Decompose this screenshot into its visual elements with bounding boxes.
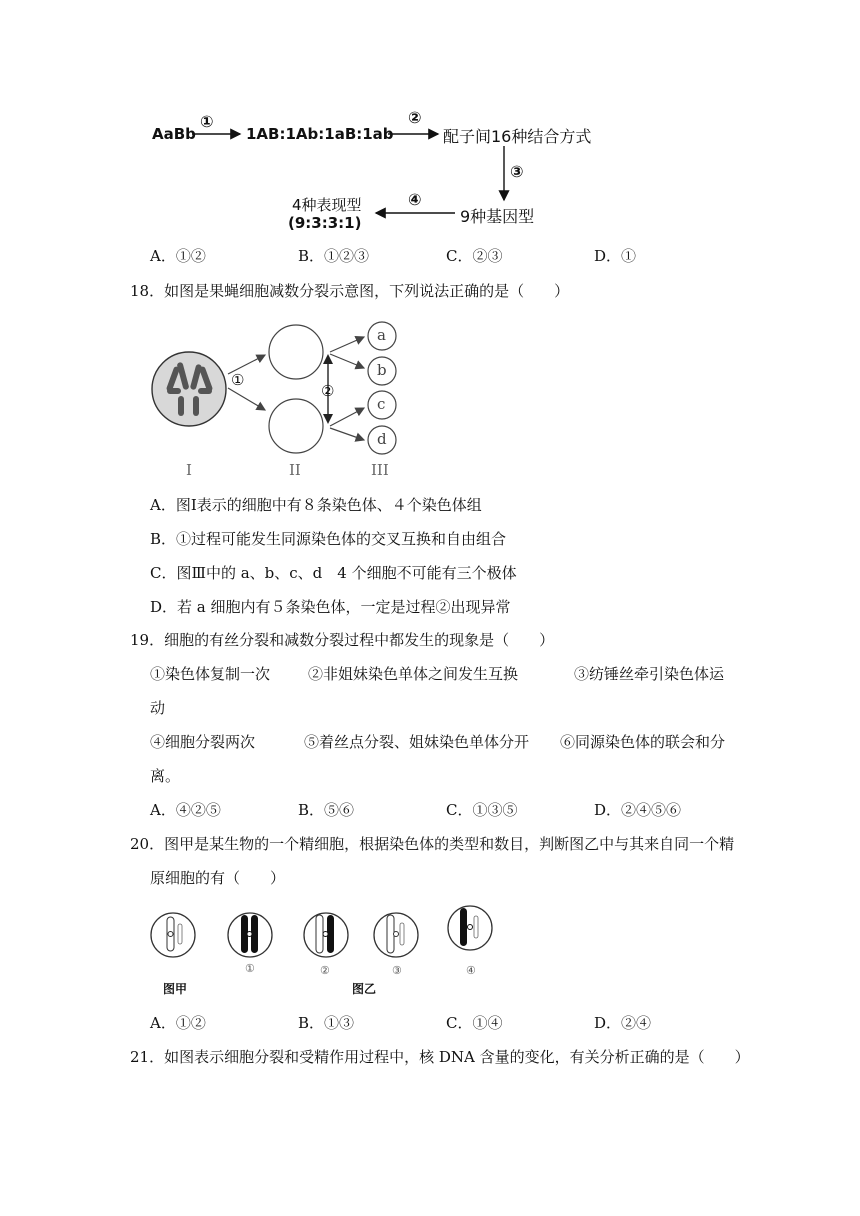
q20-stem-line2: 原细胞的有（ ） — [150, 869, 286, 887]
meiosis-step2: ② — [321, 382, 335, 400]
item: ③纺锤丝牵引染色体运 — [574, 665, 725, 683]
stage-label-3: III — [371, 461, 389, 479]
cell-b-label: b — [377, 361, 387, 379]
option[interactable]: B．①②③ — [298, 247, 370, 265]
q21-stem: 21．如图表示细胞分裂和受精作用过程中，核 DNA 含量的变化，有关分析正确的是（ ） — [130, 1048, 750, 1066]
option[interactable]: D．②④ — [594, 1014, 652, 1032]
item-continuation: 动 — [150, 699, 166, 717]
item-continuation: 离。 — [150, 767, 181, 785]
cell-num-2: ② — [320, 964, 330, 977]
flow-start: AaBb — [152, 125, 196, 143]
option[interactable]: B．①③ — [298, 1014, 355, 1032]
item: ④细胞分裂两次 — [150, 733, 256, 751]
item: ①染色体复制一次 — [150, 665, 271, 683]
flow-step4-label: ④ — [408, 190, 422, 209]
q18-stem: 18．如图是果蝇细胞减数分裂示意图，下列说法正确的是（ ） — [130, 282, 570, 300]
q20-stem-line1: 20．图甲是某生物的一个精细胞，根据染色体的类型和数目，判断图乙中与其来自同一个精 — [130, 835, 735, 853]
item: ⑥同源染色体的联会和分 — [560, 733, 726, 751]
option[interactable]: A．④②⑤ — [150, 801, 221, 819]
flow-gametes: 1AB:1Ab:1aB:1ab — [246, 125, 394, 143]
cell-num-3: ③ — [392, 964, 402, 977]
q19-stem: 19．细胞的有丝分裂和减数分裂过程中都发生的现象是（ ） — [130, 631, 555, 649]
flow-ratio: (9:3:3:1) — [288, 214, 362, 232]
stage-label-1: I — [186, 461, 192, 479]
cell-num-4: ④ — [466, 964, 476, 977]
cell-a-label: a — [377, 326, 386, 344]
flow-step1-label: ① — [200, 112, 214, 131]
flow-step3-label: ③ — [510, 162, 524, 181]
option[interactable]: A．①② — [150, 1014, 206, 1032]
option[interactable]: D．②④⑤⑥ — [594, 801, 682, 819]
option[interactable]: B．⑤⑥ — [298, 801, 355, 819]
option[interactable]: C．①③⑤ — [446, 801, 518, 819]
option[interactable]: C．②③ — [446, 247, 503, 265]
stage-label-2: II — [289, 461, 301, 479]
option[interactable]: B．①过程可能发生同源染色体的交叉互换和自由组合 — [150, 530, 507, 548]
cell-c-label: c — [377, 395, 386, 413]
option[interactable]: C．图Ⅲ中的 a、b、c、d 4 个细胞不可能有三个极体 — [150, 564, 517, 582]
flow-phenotypes: 4种表现型 — [292, 196, 362, 214]
flow-combinations: 配子间16种结合方式 — [443, 127, 592, 146]
option[interactable]: C．①④ — [446, 1014, 503, 1032]
meiosis-step1: ① — [231, 371, 245, 389]
option[interactable]: A．①② — [150, 247, 206, 265]
item: ⑤着丝点分裂、姐妹染色单体分开 — [304, 733, 530, 751]
figure-jia-label: 图甲 — [163, 982, 188, 996]
flow-step2-label: ② — [408, 108, 422, 127]
figure-yi-label: 图乙 — [352, 982, 377, 996]
cell-num-1: ① — [245, 962, 255, 975]
option[interactable]: A．图Ⅰ表示的细胞中有８条染色体、４个染色体组 — [150, 496, 482, 514]
cell-d-label: d — [377, 430, 387, 448]
flow-genotypes: 9种基因型 — [460, 207, 535, 226]
item: ②非姐妹染色单体之间发生互换 — [308, 665, 519, 683]
option[interactable]: D．若 a 细胞内有５条染色体，一定是过程②出现异常 — [150, 598, 511, 616]
option[interactable]: D．① — [594, 247, 637, 265]
